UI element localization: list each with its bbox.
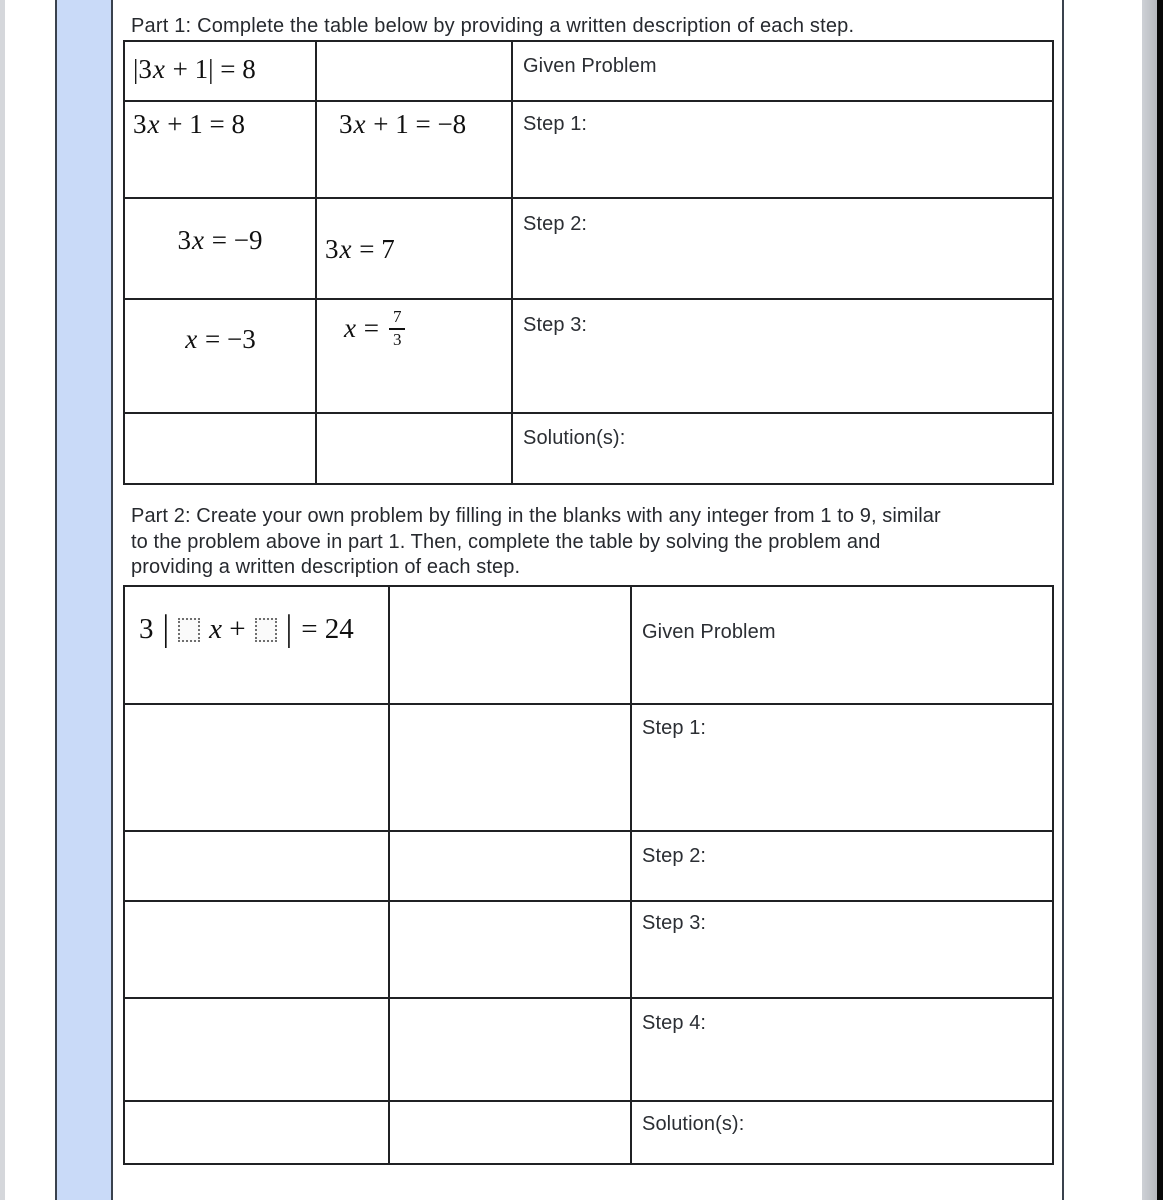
p1-step3-eq-a-cell: [124, 299, 316, 413]
p1-step3-equation-a: x = −3: [185, 324, 256, 354]
part2-table: [123, 585, 1054, 1165]
p1-step2-eq-b-cell: [316, 198, 512, 299]
p1-solutions-label: Solution(s):: [523, 427, 626, 449]
p1-given-label-cell: [512, 41, 1053, 101]
p1-given-eq-cell: [124, 41, 316, 101]
left-blue-column: [55, 0, 113, 1200]
p1-step1-label: Step 1:: [523, 113, 588, 135]
fraction-seven-thirds: [389, 308, 406, 349]
part2-instructions-line2: to the problem above in part 1. Then, complete the table by solving the problem and: [131, 530, 881, 553]
p1-step1-equation-a: 3x + 1 = 8: [133, 109, 245, 139]
part2-instructions-line3: providing a written description of each step.: [131, 556, 521, 578]
p2-given-equation: [125, 587, 388, 648]
p1-step2-equation-a: 3x = −9: [177, 225, 263, 255]
p2-step1-answer-cell[interactable]: [631, 704, 1053, 831]
p2-solutions-c2-empty-cell[interactable]: [389, 1101, 631, 1164]
p2-step1-label: Step 1:: [642, 717, 707, 739]
p2-solutions-answer-cell[interactable]: [631, 1101, 1053, 1164]
p2-solutions-c1-empty-cell[interactable]: [124, 1101, 389, 1164]
part1-table: [123, 40, 1054, 485]
p1-solutions-c1-empty-cell[interactable]: [124, 413, 316, 484]
p2-step3-c2-empty-cell[interactable]: [389, 901, 631, 998]
p2-eq-left-abs-bar: |: [162, 608, 170, 650]
p1-step2-answer-cell[interactable]: [512, 198, 1053, 299]
part2-instructions-line1: Part 2: Create your own problem by filling in the blanks with any integer from 1 to 9, similar: [131, 505, 941, 527]
p2-eq-tail: = 24: [301, 613, 354, 645]
p1-given-equation: |3x + 1| = 8: [133, 54, 256, 84]
p2-eq-middle: x +: [209, 613, 246, 645]
p1-r1c2-empty-cell[interactable]: [316, 41, 512, 101]
p2-step4-label: Step 4:: [642, 1012, 707, 1034]
part1-title: Part 1: Complete the table below by providing a written description of each step.: [131, 15, 855, 37]
fraction-numerator: 7: [389, 308, 406, 330]
p1-step1-answer-cell[interactable]: [512, 101, 1053, 198]
p1-step1-equation-b: 3x + 1 = −8: [339, 109, 467, 139]
p2-step2-label: Step 2:: [642, 845, 707, 867]
p1-step1-eq-b-cell: [316, 101, 512, 198]
p1-step2-label: Step 2:: [523, 213, 588, 235]
left-gray-margin: [0, 0, 5, 1200]
right-gray-strip[interactable]: [1142, 0, 1157, 1200]
p2-given-eq-cell: [124, 586, 389, 704]
p2-step3-label: Step 3:: [642, 912, 707, 934]
p2-step3-answer-cell[interactable]: [631, 901, 1053, 998]
p2-step4-c2-empty-cell[interactable]: [389, 998, 631, 1101]
p2-step1-c2-empty-cell[interactable]: [389, 704, 631, 831]
p1-step2-eq-a-cell: [124, 198, 316, 299]
p2-given-problem-label: Given Problem: [642, 621, 776, 643]
blank-box-1[interactable]: [178, 618, 200, 642]
blank-box-2[interactable]: [255, 618, 277, 642]
p2-step4-answer-cell[interactable]: [631, 998, 1053, 1101]
p2-r1c2-empty-cell[interactable]: [389, 586, 631, 704]
p1-step1-eq-a-cell: [124, 101, 316, 198]
p2-step2-c1-empty-cell[interactable]: [124, 831, 389, 901]
p1-step3-eq-b-cell: [316, 299, 512, 413]
p1-given-problem-label: Given Problem: [523, 55, 657, 77]
p1-step3-equation-b: [317, 300, 511, 349]
p2-step4-c1-empty-cell[interactable]: [124, 998, 389, 1101]
p1-solutions-answer-cell[interactable]: [512, 413, 1053, 484]
p2-step1-c1-empty-cell[interactable]: [124, 704, 389, 831]
right-black-strip: [1157, 0, 1163, 1200]
content-right-border: [1062, 0, 1064, 1200]
p1-step3-label: Step 3:: [523, 314, 588, 336]
p1-step2-equation-b: 3x = 7: [325, 234, 395, 264]
p2-eq-coefficient: 3: [139, 613, 154, 645]
p2-solutions-label: Solution(s):: [642, 1113, 745, 1135]
p1-step3-eq-b-lhs: x =: [344, 313, 379, 344]
part2-instructions: [131, 504, 1051, 581]
p2-step3-c1-empty-cell[interactable]: [124, 901, 389, 998]
p1-step3-answer-cell[interactable]: [512, 299, 1053, 413]
p1-solutions-c2-empty-cell[interactable]: [316, 413, 512, 484]
p2-eq-right-abs-bar: |: [285, 608, 293, 650]
p2-step2-c2-empty-cell[interactable]: [389, 831, 631, 901]
p2-given-label-cell: [631, 586, 1053, 704]
p2-step2-answer-cell[interactable]: [631, 831, 1053, 901]
fraction-denominator: 3: [392, 329, 402, 349]
